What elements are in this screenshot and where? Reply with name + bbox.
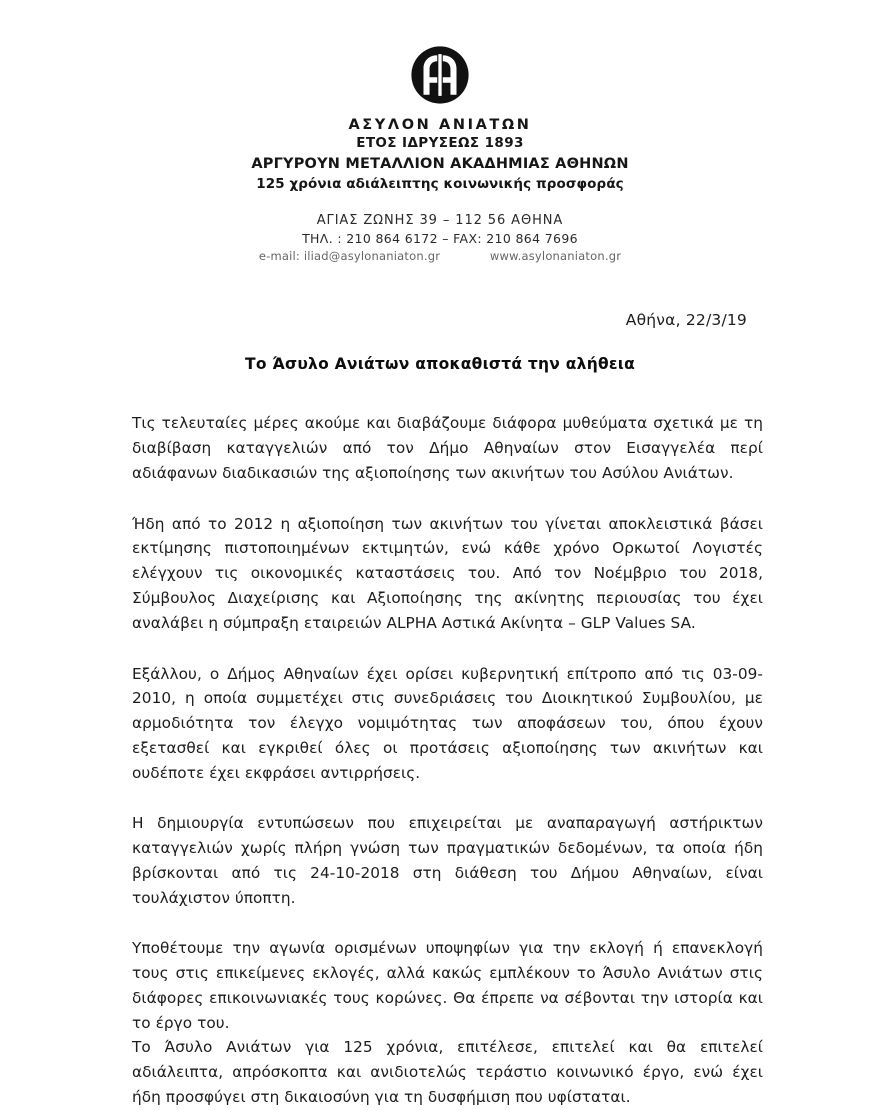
- aa-monogram-logo-icon: [404, 42, 476, 108]
- organization-years-of-service: 125 χρόνια αδιάλειπτης κοινωνικής προσφοράς: [256, 175, 624, 192]
- paragraph: Ήδη από το 2012 η αξιοποίηση των ακινήτων του γίνεται αποκλειστικά βάσει εκτίμησης πιστοποιημένων εκτιμητών, ενώ κάθε χρόνο Ορκωτοί Λογιστές ελέγχουν τις οικονομικές καταστάσεις του. Από τον Νοέμβριο του 2018, Σύμβουλος Διαχείρισης και Αξιοποίησης της ακίνητης περιουσίας του έχει αναλάβει η σύμπραξη εταιρειών ALPHA Αστικά Ακίνητα – GLP Values SA.: [132, 514, 763, 632]
- contact-address: ΑΓΙΑΣ ΖΩΝΗΣ 39 – 112 56 ΑΘΗΝΑ: [316, 213, 564, 229]
- contact-website[interactable]: www.asylonaniaton.gr: [489, 249, 622, 264]
- date-line: Αθήνα, 22/3/19: [625, 311, 747, 329]
- paragraph: Εξάλλου, ο Δήμος Αθηναίων έχει ορίσει κυβερνητική επίτροπο από τις 03-09-2010, η οποία συμμετέχει στις συνεδριάσεις του Διοικητικού Συμβουλίου, με αρμοδιότητα τον έλεγχο νομιμότητας των αποφάσεων του, όπου έχουν εξετασθεί και εγκριθεί όλες οι προτάσεις αξιοποίησης των ακινήτων και ουδέποτε έχει εκφράσει αντιρρήσεις.: [132, 664, 763, 782]
- letterhead: [0, 0, 880, 265]
- organization-medal-award: ΑΡΓΥΡΟΥΝ ΜΕΤΑΛΛΙΟΝ ΑΚΑΔΗΜΙΑΣ ΑΘΗΝΩΝ: [251, 155, 629, 172]
- paragraph: Υποθέτουμε την αγωνία ορισμένων υποψηφίων για την εκλογή ή επανεκλογή τους στις επικείμενες εκλογές, αλλά κακώς εμπλέκουν το Άσυλο Ανιάτων στις διάφορες επικοινωνιακές τους κορώνες. Θα έπρεπε να σέβονται την ιστορία και το έργο του.: [132, 939, 763, 1032]
- contact-email[interactable]: e-mail: iliad@asylonaniaton.gr: [258, 249, 441, 264]
- contact-block: [0, 212, 880, 265]
- page-title: Το Άσυλο Ανιάτων αποκαθιστά την αλήθεια: [245, 355, 635, 373]
- organization-name: ΑΣΥΛΟΝ ΑΝΙΑΤΩΝ: [348, 117, 532, 133]
- paragraph: Το Άσυλο Ανιάτων για 125 χρόνια, επιτέλεσε, επιτελεί και θα επιτελεί αδιάλειπτα, απρόσκοπτα και ανιδιοτελώς τεράστιο κοινωνικό έργο, ενώ έχει ήδη προσφύγει στη δικαιοσύνη για τη δυσφήμιση που υφίσταται.: [132, 1038, 763, 1106]
- paragraph: Τις τελευταίες μέρες ακούμε και διαβάζουμε διάφορα μυθεύματα σχετικά με τη διαβίβαση καταγγελιών από τον Δήμο Αθηναίων στον Εισαγγελέα περί αδιάφανων διαδικασιών της αξιοποίησης των ακινήτων του Ασύλου Ανιάτων.: [132, 414, 763, 482]
- paragraph: Η δημιουργία εντυπώσεων που επιχειρείται με αναπαραγωγή αστήρικτων καταγγελιών χωρίς πλήρη γνώση των πραγματικών δεδομένων, τα οποία ήδη βρίσκονται από τις 24-10-2018 στη διάθεση του Δήμου Αθηναίων, είναι τουλάχιστον ύποπτη.: [132, 814, 763, 907]
- organization-founded-year: ΕΤΟΣ ΙΔΡΥΣΕΩΣ 1893: [356, 135, 524, 152]
- contact-web-line: [0, 249, 880, 265]
- contact-phone-fax: ΤΗΛ. : 210 864 6172 – FAX: 210 864 7696: [302, 230, 578, 246]
- document-body: [0, 383, 880, 1109]
